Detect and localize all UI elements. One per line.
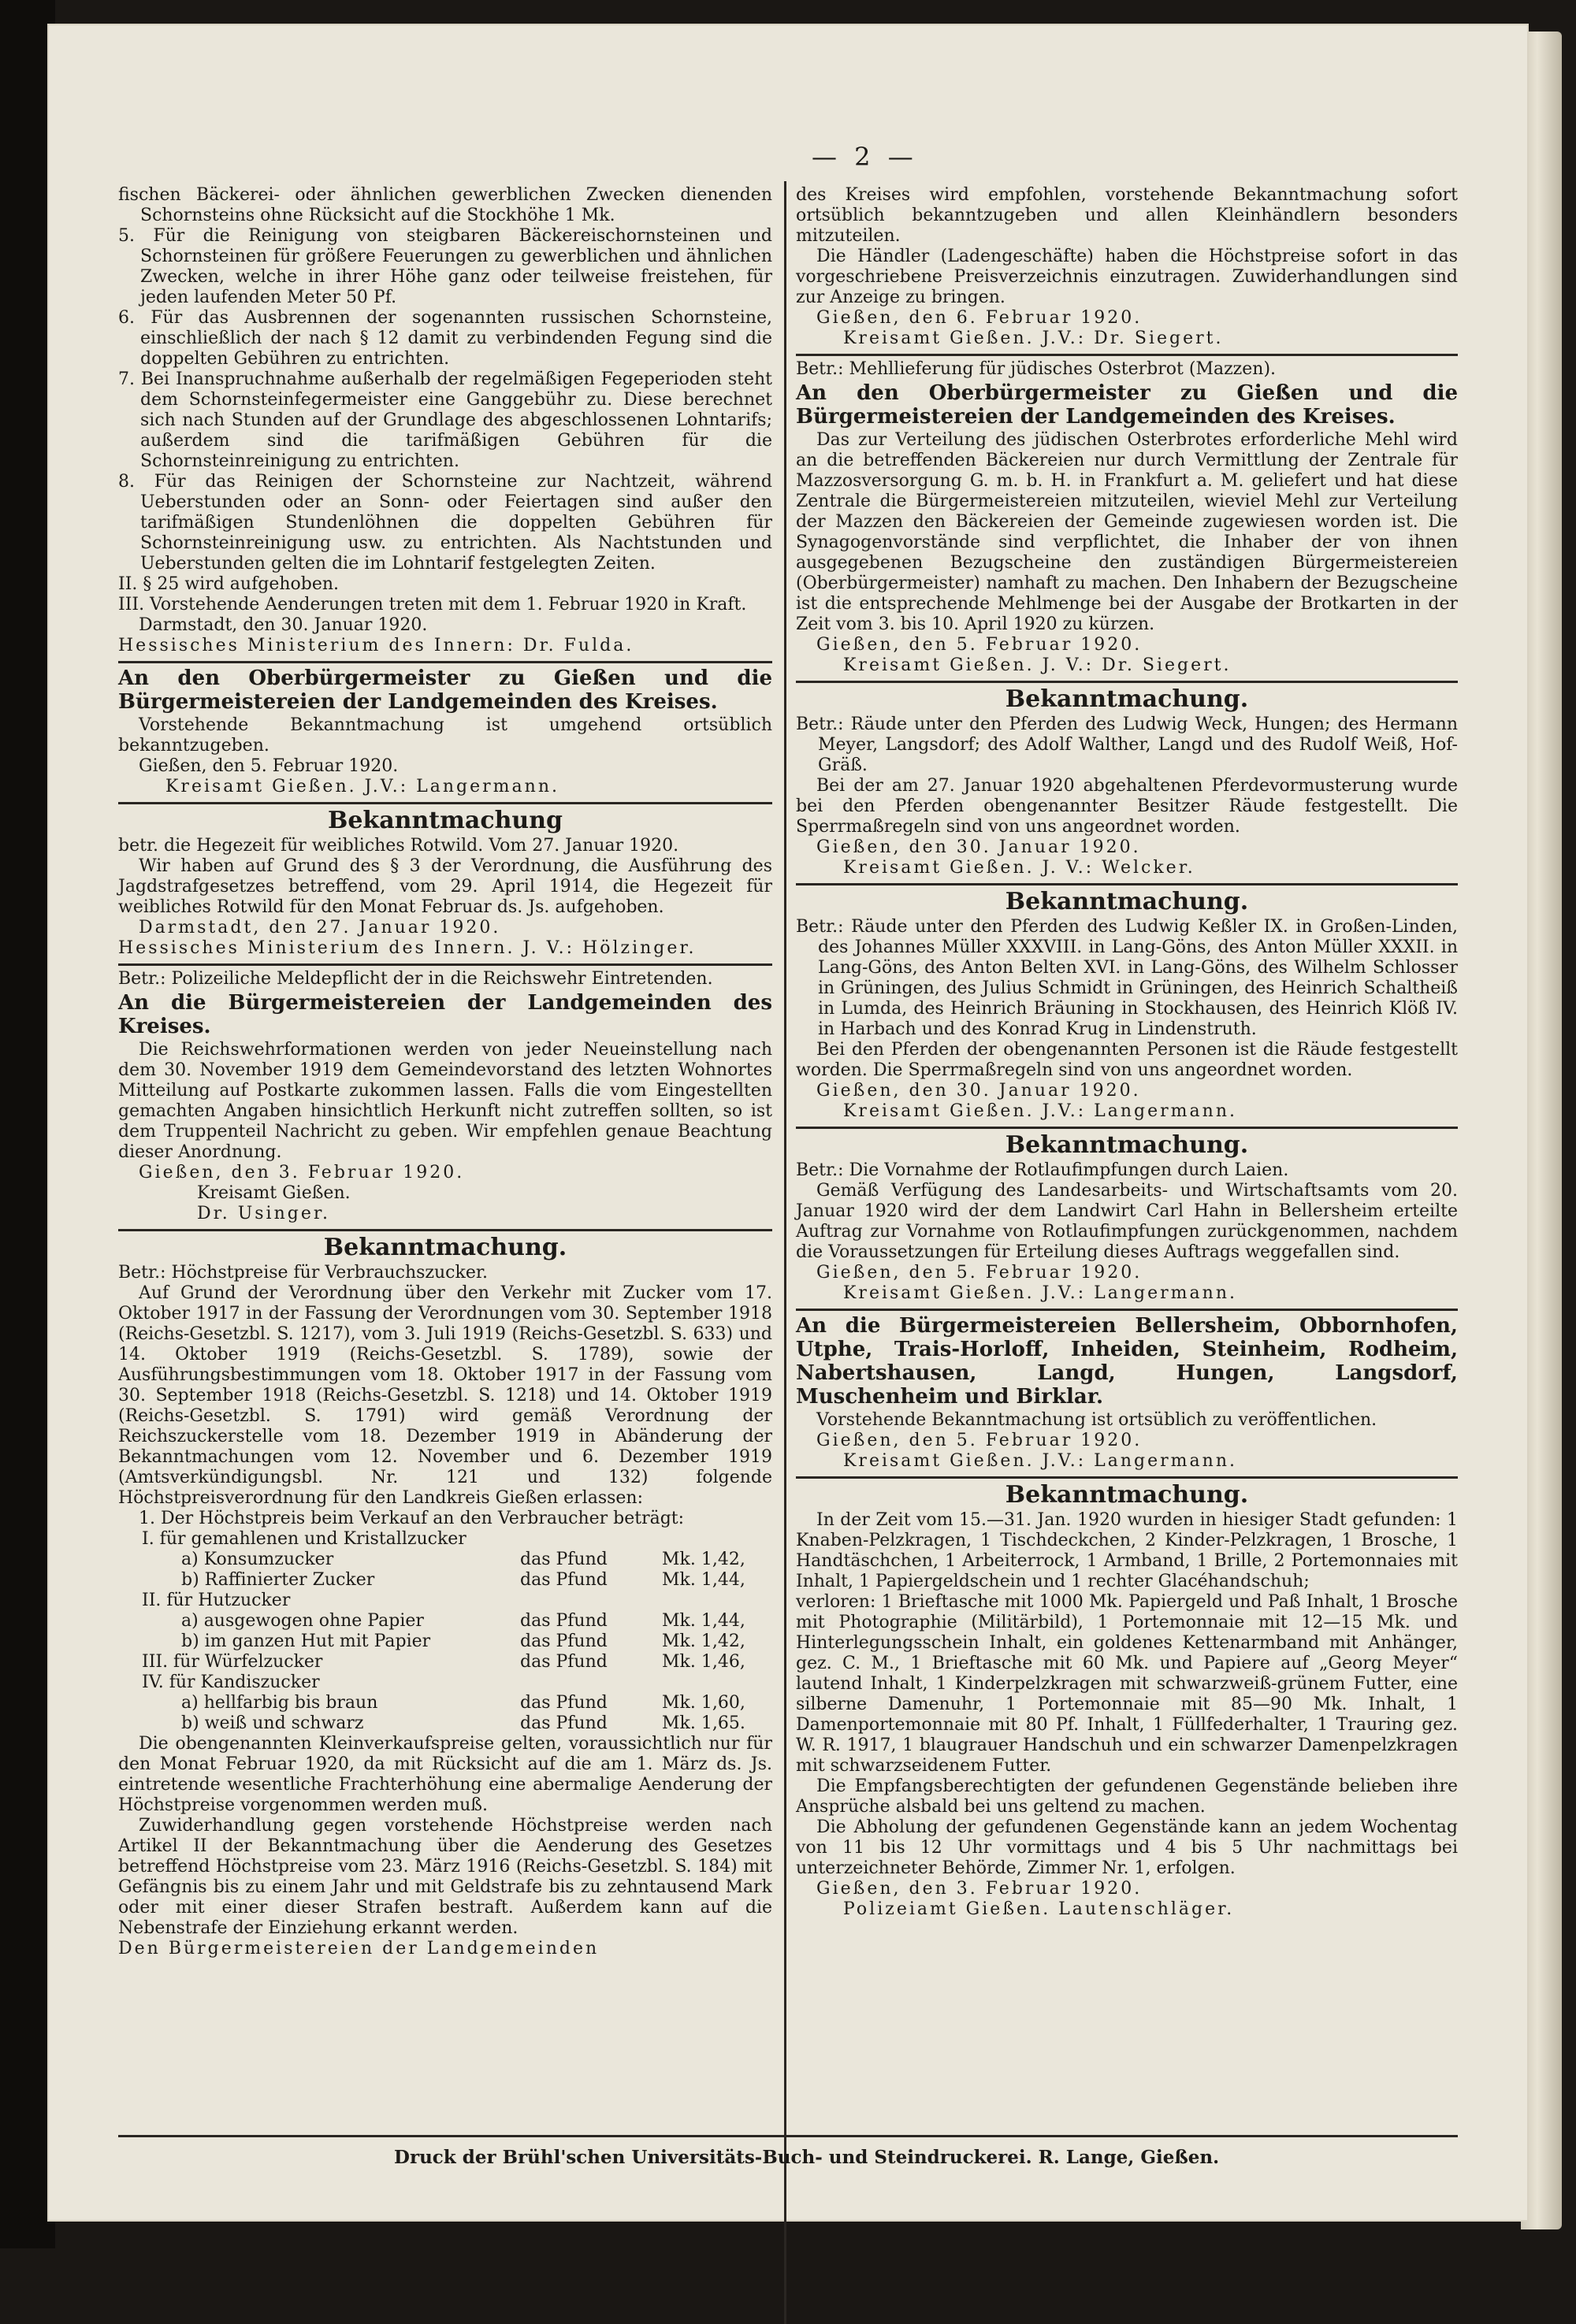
signature-line: Kreisamt Gießen. J. V.: Welcker. [843, 858, 1195, 878]
notice-text: Das zur Verteilung des jüdischen Osterbrotes erforderliche Mehl wird an die betreffenden Bäckereien nur durch Vermittlung der Zentrale für Mazzosversorgung G. m. b. H. in Frankfurt a. M. geliefert und hat diese Zentrale die Bürgermeistereien mitzuteilen, wieviel Mehl zur Verteilung der Mazzen den Bäckereien der Gemeinde zugewiesen worden ist. Die Synagogenvorstände sind verpflichtet, die Inhaber der von ihnen ausgegebenen Bezugscheine den zuständigen Bürgermeistereien (Oberbürgermeister) namhaft zu machen. Den Inhabern der Bezugscheine ist die entsprechende Mehlmenge bei der Ausgabe der Brotkarten in der Zeit vom 3. bis 10. April 1920 zu kürzen. [796, 430, 1458, 634]
notice-betr: Betr.: Polizeiliche Meldepflicht der in die Reichswehr Eintretenden. [118, 969, 713, 989]
date-line: Gießen, den 5. Februar 1920. [816, 635, 1143, 655]
notice-heading: An die Bürgermeistereien der Landgemeinden des Kreises. [118, 991, 772, 1038]
tariff-item-8: 8. Für das Reinigen der Schornsteine zur Nachtzeit, während Ueberstunden oder an Sonn- oder Feiertagen sind außer den tarifmäßigen Stundenlöhnen die doppelten Gebühren für Schornsteinreinigung usw. zu entrichten. Als Nachtstunden und Ueberstunden gelten die im Lohntarif festgelegten Zeiten. [118, 472, 772, 574]
signature-line: Kreisamt Gießen. J.V.: Langermann. [165, 777, 559, 796]
signature-line: Kreisamt Gießen. J.V.: Langermann. [843, 1451, 1237, 1471]
tariff-item-6: 6. Für das Ausbrennen der sogenannten russischen Schornsteine, einschließlich der nach § 12 damit zu verbindenden Fegung sind die doppelten Gebühren zu entrichten. [118, 308, 772, 369]
price-unit [520, 1591, 662, 1611]
notice-betr: Betr.: Höchstpreise für Verbrauchszucker. [118, 1263, 488, 1283]
price-value [662, 1529, 772, 1550]
rule [118, 661, 772, 663]
notice-text: Die obengenannten Kleinverkaufspreise gelten, voraussichtlich nur für den Monat Februar 1920, da mit Rücksicht auf die am 1. März ds. Js. eintretende wesentliche Frachterhöhung eine abermalige Aenderung der Höchstpreise vorgenommen werden muß. [118, 1734, 772, 1815]
price-unit: das Pfund [520, 1570, 608, 1590]
price-value: Mk. 1,44, [662, 1611, 745, 1631]
notice-text: Den Bürgermeistereien der Landgemeinden [118, 1939, 600, 1958]
price-unit: das Pfund [520, 1652, 608, 1672]
notice-title: Bekanntmachung. [323, 1234, 567, 1261]
price-label: b) weiß und schwarz [181, 1713, 364, 1733]
rule [796, 1309, 1458, 1311]
price-value: Mk. 1,42, [662, 1632, 745, 1651]
price-label: a) hellfarbig bis braun [181, 1693, 378, 1713]
notice-text: Vorstehende Bekanntmachung ist umgehend ortsüblich bekanntzugeben. [118, 715, 772, 755]
notice-text: In der Zeit vom 15.—31. Jan. 1920 wurden in hiesiger Stadt gefunden: 1 Knaben-Pelzkragen, 1 Tischdeckchen, 2 Kinder-Pelzkragen, 1 Brosche, 1 Handtäschchen, 1 Arbeiterrock, 1 Armband, 1 Brille, 2 Portemonnaies mit Inhalt, 1 Papiergeldschein und 1 rechter Glacéhandschuh; [796, 1510, 1458, 1591]
price-value [662, 1591, 772, 1611]
notice-text: Die Empfangsberechtigten der gefundenen Gegenstände belieben ihre Ansprüche alsbald bei uns geltend zu machen. [796, 1776, 1458, 1817]
notice-text: Die Händler (Ladengeschäfte) haben die Höchstpreise sofort in das vorgeschriebene Preisverzeichnis einzutragen. Zuwiderhandlungen sind zur Anzeige zu bringen. [796, 247, 1458, 307]
price-row [118, 1550, 772, 1570]
signature-line: Dr. Usinger. [197, 1204, 330, 1223]
signature-line: Hessisches Ministerium des Innern. J. V.: Hölzinger. [118, 938, 697, 958]
price-label: II. für Hutzucker [142, 1591, 291, 1610]
notice-text: des Kreises wird empfohlen, vorstehende Bekanntmachung sofort ortsüblich bekanntzugeben und allen Kleinhändlern besonders mitzuteilen. [796, 185, 1458, 246]
price-row [118, 1570, 772, 1591]
price-row [118, 1672, 772, 1693]
price-unit: das Pfund [520, 1693, 608, 1713]
price-unit: das Pfund [520, 1713, 608, 1733]
notice-title: Bekanntmachung. [1005, 1131, 1249, 1159]
rule [796, 681, 1458, 683]
date-line: Gießen, den 5. Februar 1920. [139, 756, 399, 776]
price-value: Mk. 1,65. [662, 1713, 745, 1733]
date-line: Gießen, den 3. Februar 1920. [816, 1879, 1143, 1899]
signature-line: Kreisamt Gießen. [197, 1183, 351, 1203]
price-value: Mk. 1,60, [662, 1693, 745, 1713]
notice-text: Die Reichswehrformationen werden von jeder Neueinstellung nach dem 30. November 1919 dem Gemeindevorstand des letzten Wohnortes Mitteilung auf Postkarte zukommen lassen. Falls die vom Eingestellten gemachten Angaben hinsichtlich Herkunft nicht zutreffen sollten, so ist dem Truppenteil Nachricht zu geben. Wir empfehlen genaue Beachtung dieser Anordnung. [118, 1040, 772, 1162]
notice-text: Bei den Pferden der obengenannten Personen ist die Räude festgestellt worden. Die Sperrmaßregeln sind von uns angeordnet worden. [796, 1040, 1458, 1080]
notice-text: Gemäß Verfügung des Landesarbeits- und Wirtschaftsamts vom 20. Januar 1920 wird der dem Landwirt Carl Hahn in Bellersheim erteilte Auftrag zur Vornahme von Rotlaufimpfungen zurückgenommen, nachdem die Voraussetzungen für Erteilung dieses Auftrags weggefallen sind. [796, 1181, 1458, 1262]
rule [118, 963, 772, 966]
notice-title: Bekanntmachung. [1005, 888, 1249, 915]
notice-betr: Betr.: Mehllieferung für jüdisches Osterbrot (Mazzen). [796, 359, 1277, 379]
page-number: — 2 — [812, 142, 918, 172]
date-line: Gießen, den 30. Januar 1920. [816, 837, 1141, 857]
rule [796, 1127, 1458, 1129]
notice-text: verloren: 1 Brieftasche mit 1000 Mk. Papiergeld und Paß Inhalt, 1 Brosche mit Photographie (Militärbild), 1 Portemonnaie mit 12—15 Mk. und Hinterlegungsschein Inhalt, ein goldenes Kettenarmband mit Anhänger, gez. C. M., 1 Brieftasche mit 60 Mk. und Papiere auf „Georg Meyer“ lautend Inhalt, 1 Kinderpelzkragen mit schwarzweiß-grünem Futter, eine silberne Damenuhr, 1 Portemonnaie mit 85—90 Mk. Inhalt, 1 Damenportemonnaie mit 80 Pf. Inhalt, 1 Füllfederhalter, 1 Trauring gez. W. R. 1917, 1 blaugrauer Handschuh und ein schwarzer Damenpelzkragen mit schwarzseidenem Futter. [796, 1592, 1458, 1776]
notice-title: Bekanntmachung. [1005, 1481, 1249, 1509]
price-row [118, 1632, 772, 1652]
price-row [118, 1529, 772, 1550]
rule [118, 1229, 772, 1231]
price-label: a) ausgewogen ohne Papier [181, 1611, 424, 1631]
tariff-item-5: 5. Für die Reinigung von steigbaren Bäckereischornsteinen und Schornsteinen für größere Feuerungen zu gewerblichen und ähnlichen Zwecken, welche in ihrer Höhe ganz oder teilweise freistehen, für jeden laufenden Meter 50 Pf. [118, 226, 772, 307]
price-value [662, 1672, 772, 1693]
price-label: a) Konsumzucker [181, 1550, 334, 1569]
signature-line: Kreisamt Gießen. J.V.: Dr. Siegert. [843, 329, 1224, 348]
price-label: IV. für Kandiszucker [142, 1672, 320, 1692]
date-line: Gießen, den 30. Januar 1920. [816, 1081, 1141, 1101]
notice-betr: Betr.: Die Vornahme der Rotlaufimpfungen durch Laien. [796, 1160, 1289, 1180]
date-line: Gießen, den 5. Februar 1920. [816, 1263, 1143, 1283]
notice-text: Wir haben auf Grund des § 3 der Verordnung, die Ausführung des Jagdstrafgesetzes betreffend, vom 29. April 1914, die Hegezeit für weibliches Rotwild für den Monat Februar ds. Js. aufgehoben. [118, 856, 772, 917]
date-line: Gießen, den 5. Februar 1920. [816, 1431, 1143, 1450]
price-unit: das Pfund [520, 1611, 608, 1631]
rule [118, 802, 772, 804]
notice-text: 1. Der Höchstpreis beim Verkauf an den Verbraucher beträgt: [139, 1509, 685, 1528]
date-line: Darmstadt, den 27. Januar 1920. [139, 918, 501, 937]
notice-heading: An den Oberbürgermeister zu Gießen und die Bürgermeistereien der Landgemeinden des Kreises. [796, 381, 1458, 429]
notice-text: Auf Grund der Verordnung über den Verkehr mit Zucker vom 17. Oktober 1917 in der Fassung der Verordnungen vom 30. September 1918 (Reichs-Gesetzbl. S. 1217), vom 3. Juli 1919 (Reichs-Gesetzbl. S. 633) und 14. Oktober 1919 (Reichs-Gesetzbl. S. 1789), sowie der Ausführungsbestimmungen vom 18. Oktober 1917 in der Fassung vom 30. September 1918 (Reichs-Gesetzbl. S. 1218) und 14. Oktober 1919 (Reichs-Gesetzbl. S. 1791) wird gemäß Verordnung der Reichszuckerstelle vom 18. Dezember 1919 in Abänderung der Bekanntmachungen vom 12. November und 6. Dezember 1919 (Amtsverkündigungsbl. Nr. 121 und 132) folgende Höchstpreisverordnung für den Landkreis Gießen erlassen: [118, 1283, 772, 1508]
price-value: Mk. 1,42, [662, 1550, 745, 1569]
notice-text: Zuwiderhandlung gegen vorstehende Höchstpreise werden nach Artikel II der Bekanntmachung über die Aenderung des Gesetzes betreffend Höchstpreise vom 23. März 1916 (Reichs-Gesetzbl. S. 184) mit Gefängnis bis zu einem Jahr und mit Geldstrafe bis zu zehntausend Mark oder mit einer dieser Strafen bestraft. Außerdem kann auf die Nebenstrafe der Einziehung erkannt werden. [118, 1816, 772, 1938]
column-divider [784, 181, 786, 2324]
price-row [118, 1611, 772, 1632]
notice-text: Vorstehende Bekanntmachung ist ortsüblich zu veröffentlichen. [816, 1410, 1377, 1430]
notice-betr: Betr.: Räude unter den Pferden des Ludwig Weck, Hungen; des Hermann Meyer, Langsdorf; des Adolf Walther, Langd und des Rudolf Weiß, Hof-Gräß. [796, 715, 1458, 775]
signature-line: Kreisamt Gießen. J.V.: Langermann. [843, 1101, 1237, 1121]
rule [796, 354, 1458, 356]
price-unit [520, 1529, 662, 1550]
price-value: Mk. 1,44, [662, 1570, 745, 1590]
price-label: I. für gemahlenen und Kristallzucker [142, 1529, 466, 1549]
footer-rule [118, 2135, 1458, 2137]
signature-line: Kreisamt Gießen. J. V.: Dr. Siegert. [843, 655, 1232, 675]
notice-heading: An die Bürgermeistereien Bellersheim, Obbornhofen, Utphe, Trais-Horloff, Inheiden, Steinheim, Rodheim, Nabertshausen, Langd, Hungen, Langsdorf, Muschenheim und Birklar. [796, 1314, 1458, 1409]
price-unit: das Pfund [520, 1632, 608, 1651]
signature-line: Kreisamt Gießen. J.V.: Langermann. [843, 1283, 1237, 1303]
signature-line: Hessisches Ministerium des Innern: Dr. Fulda. [118, 636, 634, 655]
left-column [118, 185, 772, 1959]
price-unit: das Pfund [520, 1550, 608, 1569]
right-column [796, 185, 1458, 1920]
date-line: Darmstadt, den 30. Januar 1920. [139, 615, 428, 635]
date-line: Gießen, den 6. Februar 1920. [816, 308, 1143, 328]
price-table [118, 1529, 772, 1734]
notice-text: Bei der am 27. Januar 1920 abgehaltenen Pferdevormusterung wurde bei den Pferden obengenannter Besitzer Räude festgestellt. Die Sperrmaßregeln sind von uns angeordnet worden. [796, 776, 1458, 837]
notice-text: Die Abholung der gefundenen Gegenstände kann an jedem Wochentag von 11 bis 12 Uhr vormittags und 4 bis 5 Uhr nachmittags bei unterzeichneter Behörde, Zimmer Nr. 1, erfolgen. [796, 1817, 1458, 1878]
section-ii: II. § 25 wird aufgehoben. [118, 574, 340, 594]
signature-line: Polizeiamt Gießen. Lautenschläger. [843, 1899, 1235, 1919]
price-row [118, 1591, 772, 1611]
date-line: Gießen, den 3. Februar 1920. [139, 1163, 465, 1182]
rule [796, 1476, 1458, 1479]
tariff-item-4-cont: fischen Bäckerei- oder ähnlichen gewerblichen Zwecken dienenden Schornsteins ohne Rücksicht auf die Stockhöhe 1 Mk. [118, 185, 772, 225]
section-iii: III. Vorstehende Aenderungen treten mit dem 1. Februar 1920 in Kraft. [118, 595, 747, 614]
notice-betr: betr. die Hegezeit für weibliches Rotwild. Vom 27. Januar 1920. [118, 836, 679, 856]
price-row [118, 1693, 772, 1713]
notice-title: Bekanntmachung [327, 807, 563, 834]
price-row [118, 1652, 772, 1672]
notice-heading: An den Oberbürgermeister zu Gießen und die Bürgermeistereien der Landgemeinden des Kreises. [118, 666, 772, 714]
price-label: b) im ganzen Hut mit Papier [181, 1632, 431, 1651]
printer-footer: Druck der Brühl'schen Universitäts-Buch- und Steindruckerei. R. Lange, Gießen. [394, 2147, 1220, 2168]
price-value: Mk. 1,46, [662, 1652, 745, 1672]
notice-betr: Betr.: Räude unter den Pferden des Ludwig Keßler IX. in Großen-Linden, des Johannes Müller XXXVIII. in Lang-Göns, des Anton Müller XXXII. in Lang-Göns, des Anton Belten XVI. in Lang-Göns, des Wilhelm Schlosser in Grüningen, des Julius Schmidt in Grüningen, des Heinrich Schaltheiß in Lumda, des Heinrich Bräuning in Stockhausen, des Heinrich Klöß IV. in Harbach und des Konrad Krug in Lindenstruth. [796, 917, 1458, 1039]
notice-title: Bekanntmachung. [1005, 685, 1249, 713]
price-label: b) Raffinierter Zucker [181, 1570, 375, 1590]
tariff-item-7: 7. Bei Inanspruchnahme außerhalb der regelmäßigen Fegeperioden steht dem Schornsteinfegermeister eine Ganggebühr zu. Diese berechnet sich nach Stunden auf der Grundlage des abgeschlossenen Lohntarifs; außerdem sind die tarifmäßigen Gebühren für die Schornsteinreinigung zu entrichten. [118, 369, 772, 471]
rule [796, 883, 1458, 885]
price-unit [520, 1672, 662, 1693]
newspaper-page [47, 24, 1529, 2222]
price-label: III. für Würfelzucker [142, 1652, 323, 1672]
price-row [118, 1713, 772, 1734]
